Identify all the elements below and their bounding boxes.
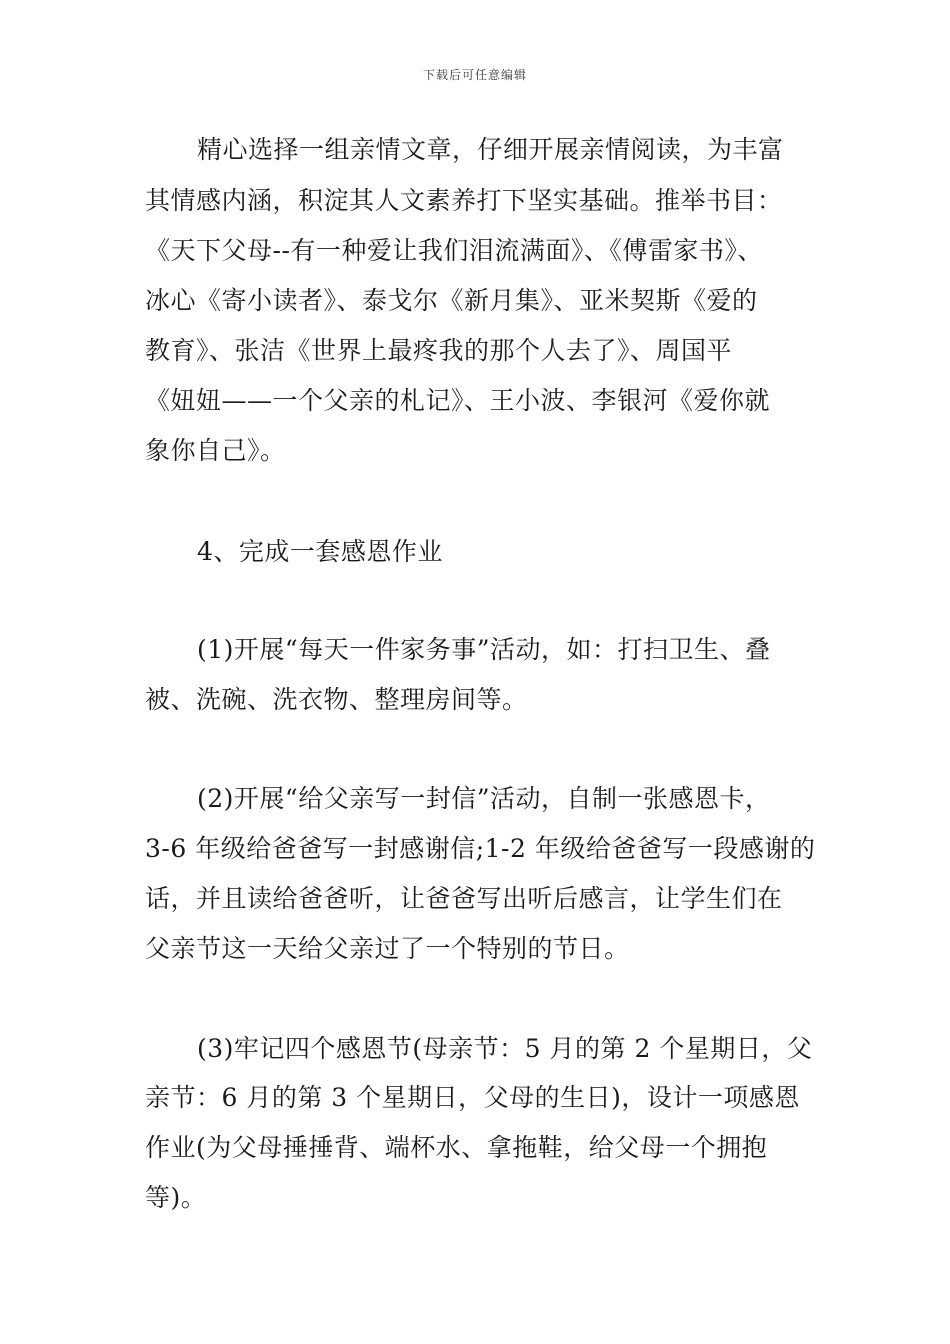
item-2-line-2: 3-6 年级给爸爸写一封感谢信;1-2 年级给爸爸写一段感谢的	[145, 834, 816, 863]
section-heading: 4、完成一套感恩作业	[197, 537, 443, 566]
item-1-line-2: 被、洗碗、洗衣物、整理房间等。	[145, 685, 528, 714]
item-2-line-3: 话，并且读给爸爸听，让爸爸写出听后感言，让学生们在	[145, 884, 783, 913]
item-2-line-1: (2)开展“给父亲写一封信”活动，自制一张感恩卡，	[197, 784, 771, 813]
paragraph-1-line-3: 《天下父母--有一种爱让我们泪流满面》、《傅雷家书》、	[145, 236, 763, 265]
item-3-line-1: (3)牢记四个感恩节(母亲节：5 月的第 2 个星期日，父	[197, 1034, 813, 1063]
paragraph-1-line-2: 其情感内涵，积淀其人文素养打下坚实基础。推举书目：	[145, 186, 783, 215]
item-3-line-3: 作业(为父母捶捶背、端杯水、拿拖鞋，给父母一个拥抱	[145, 1133, 768, 1162]
item-3-line-4: 等)。	[145, 1183, 207, 1212]
paragraph-1-line-1: 精心选择一组亲情文章，仔细开展亲情阅读，为丰富	[197, 135, 784, 164]
item-1-line-1: (1)开展“每天一件家务事”活动，如：打扫卫生、叠	[197, 635, 771, 664]
item-2-line-4: 父亲节这一天给父亲过了一个特别的节日。	[145, 934, 630, 963]
item-3-line-2: 亲节：6 月的第 3 个星期日，父母的生日)，设计一项感恩	[145, 1083, 800, 1112]
paragraph-1-line-5: 教育》、张洁《世界上最疼我的那个人去了》、周国平	[145, 336, 733, 365]
header-note: 下载后可任意编辑	[422, 68, 527, 82]
paragraph-1-line-6: 《妞妞——一个父亲的札记》、王小波、李银河《爱你就	[145, 386, 771, 415]
paragraph-1-line-4: 冰心《寄小读者》、泰戈尔《新月集》、亚米契斯《爱的	[145, 286, 758, 315]
paragraph-1-line-7: 象你自己》。	[145, 436, 286, 465]
